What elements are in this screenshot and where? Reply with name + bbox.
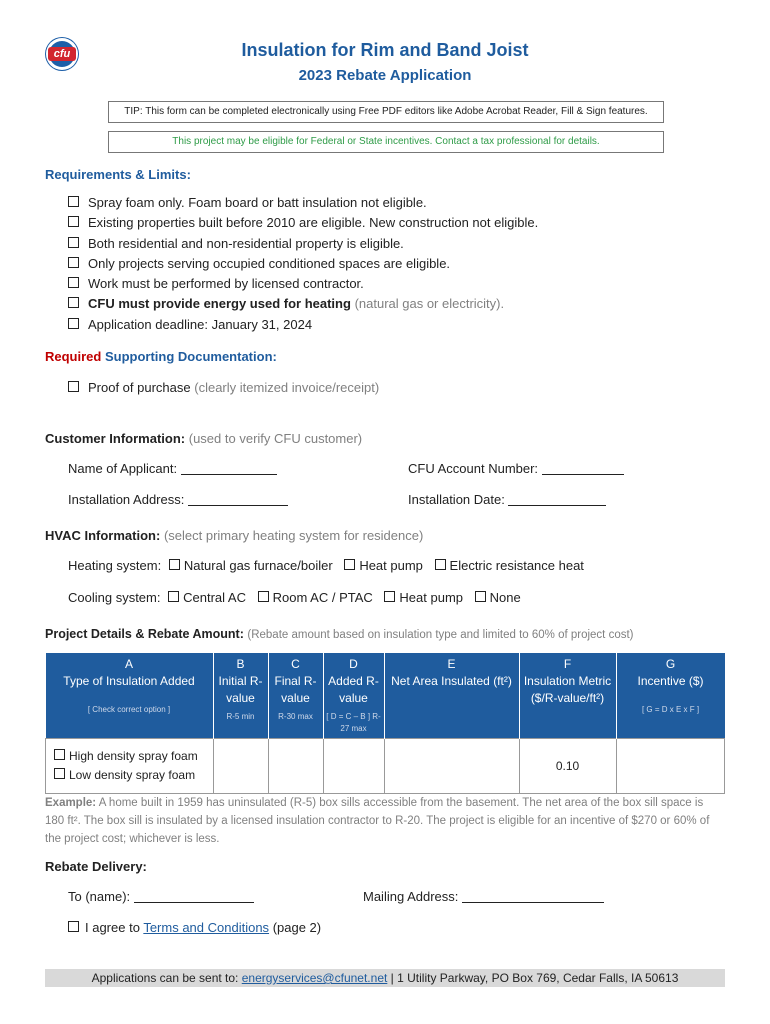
checkbox-heating-heatpump[interactable] [344, 559, 355, 570]
checkbox[interactable] [68, 318, 79, 329]
option-high-density[interactable]: High density spray foam [54, 747, 212, 766]
checkbox-cooling-none[interactable] [475, 591, 486, 602]
final-rvalue-input[interactable] [268, 739, 323, 794]
rebate-table [45, 653, 725, 794]
delivery-heading: Rebate Delivery: [45, 859, 147, 874]
example-text: Example: A home built in 1959 has uninsulated (R-5) box sills accessible from the basement. The net area of the box sill space is 180 ft². The box sill is insulated by a licensed insulation contractor to R-20. The project is eligible for an incentive of $270 or 60% of the project cost; whichever is less. [45, 797, 710, 845]
checkbox[interactable] [68, 216, 79, 227]
requirement-item: Work must be performed by licensed contractor. [68, 274, 538, 294]
checkbox[interactable] [68, 297, 79, 308]
terms-link[interactable]: Terms and Conditions [143, 920, 270, 935]
requirement-item: Existing properties built before 2010 are eligible. New construction not eligible. [68, 213, 538, 233]
recipient-name-field[interactable]: To (name): [68, 889, 254, 904]
checkbox[interactable] [68, 237, 79, 248]
net-area-input[interactable] [384, 739, 519, 794]
added-rvalue-input[interactable] [323, 739, 384, 794]
column-b-header: B Initial R-value R-5 min [213, 653, 268, 739]
email-link[interactable]: energyservices@cfunet.net [241, 971, 388, 985]
agree-terms-row: I agree to Terms and Conditions (page 2) [68, 920, 321, 935]
checkbox[interactable] [68, 381, 79, 392]
checkbox-cooling-central[interactable] [168, 591, 179, 602]
footer-bar: Applications can be sent to: energyservices@cfunet.net | 1 Utility Parkway, PO Box 769, Cedar Falls, IA 50613 [45, 969, 725, 987]
option-low-density[interactable]: Low density spray foam [54, 766, 212, 785]
page-title: Insulation for Rim and Band Joist [241, 40, 529, 60]
mailing-address-field[interactable]: Mailing Address: [363, 889, 604, 904]
requirement-item: Both residential and non-residential property is eligible. [68, 234, 538, 254]
requirement-item: CFU must provide energy used for heating (natural gas or electricity). [68, 294, 538, 314]
hvac-heading: HVAC Information: (select primary heating system for residence) [45, 528, 424, 543]
column-c-header: C Final R-value R-30 max [268, 653, 323, 739]
logo-text: cfu [48, 47, 76, 61]
documentation-list [68, 378, 379, 398]
requirement-item: Application deadline: January 31, 2024 [68, 315, 538, 335]
documentation-heading: Required Supporting Documentation: [45, 349, 277, 364]
checkbox[interactable] [54, 749, 65, 760]
checkbox-cooling-heatpump[interactable] [384, 591, 395, 602]
checkbox[interactable] [54, 768, 65, 779]
requirements-list [68, 193, 538, 335]
column-f-header: F Insulation Metric ($/R-value/ft²) [519, 653, 616, 739]
initial-rvalue-input[interactable] [213, 739, 268, 794]
cooling-system-row: Cooling system: Central AC Room AC / PTAC Heat pump None [68, 590, 521, 605]
heating-system-row: Heating system: Natural gas furnace/boiler Heat pump Electric resistance heat [68, 558, 584, 573]
eligibility-box: This project may be eligible for Federal or State incentives. Contact a tax professional for details. [108, 131, 664, 153]
checkbox-agree[interactable] [68, 921, 79, 932]
checkbox-cooling-room[interactable] [258, 591, 269, 602]
requirements-heading: Requirements & Limits: [45, 167, 191, 182]
applicant-name-field[interactable]: Name of Applicant: [68, 461, 277, 476]
account-number-field[interactable]: CFU Account Number: [408, 461, 624, 476]
installation-date-field[interactable]: Installation Date: [408, 492, 606, 507]
project-heading: Project Details & Rebate Amount: (Rebate amount based on insulation type and limited to 60% of project cost) [45, 627, 634, 641]
insulation-metric-value: 0.10 [519, 739, 616, 794]
checkbox-heating-electric[interactable] [435, 559, 446, 570]
tip-box: TIP: This form can be completed electronically using Free PDF editors like Adobe Acrobat Reader, Fill & Sign features. [108, 101, 664, 123]
column-e-header: E Net Area Insulated (ft²) [384, 653, 519, 739]
column-g-header: G Incentive ($) [ G = D x E x F ] [616, 653, 725, 739]
page-subtitle: 2023 Rebate Application [298, 67, 472, 84]
column-a-header: A Type of Insulation Added [ Check correct option ] [46, 653, 214, 739]
requirement-item: Spray foam only. Foam board or batt insulation not eligible. [68, 193, 538, 213]
checkbox[interactable] [68, 196, 79, 207]
column-d-header: D Added R-value [ D = C – B ] R-27 max [323, 653, 384, 739]
incentive-input[interactable] [616, 739, 725, 794]
requirement-item: Only projects serving occupied conditioned spaces are eligible. [68, 254, 538, 274]
checkbox-heating-gas[interactable] [169, 559, 180, 570]
installation-address-field[interactable]: Installation Address: [68, 492, 288, 507]
table-header-row [46, 653, 725, 739]
checkbox[interactable] [68, 257, 79, 268]
checkbox[interactable] [68, 277, 79, 288]
documentation-item: Proof of purchase (clearly itemized invoice/receipt) [68, 378, 379, 398]
table-row [46, 739, 725, 794]
customer-heading: Customer Information: (used to verify CFU customer) [45, 431, 363, 446]
insulation-type-cell [46, 739, 214, 794]
